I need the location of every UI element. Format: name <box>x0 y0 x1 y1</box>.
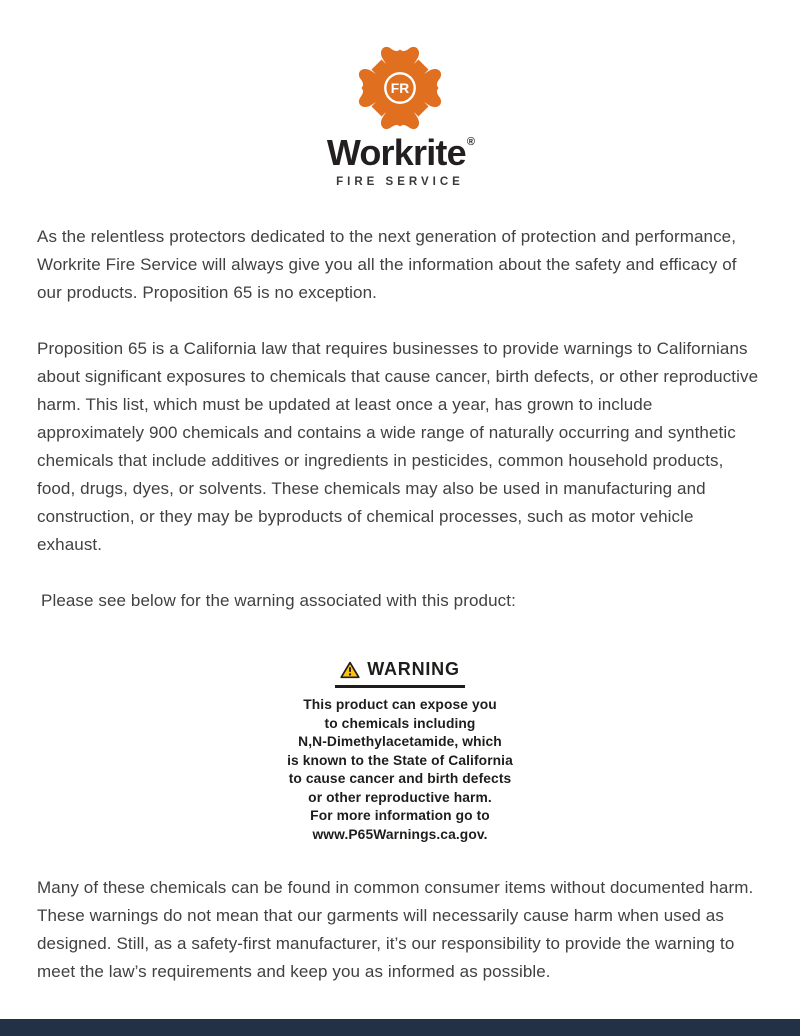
registered-trademark-symbol: ® <box>466 136 475 148</box>
footer-bar <box>0 1019 800 1036</box>
warning-header <box>275 659 525 680</box>
warning-underline <box>335 685 465 688</box>
warning-triangle-icon <box>340 661 360 679</box>
intro-paragraph: As the relentless protectors dedicated to the next generation of protection and performance, Workrite Fire Service will always give you all the information about the safety and efficacy of our products. Proposition 65 is no exception. <box>37 227 737 302</box>
prop65-warning-label <box>275 659 525 844</box>
warning-line: This product can expose you <box>303 697 497 712</box>
fr-monogram: FR <box>390 81 410 97</box>
content <box>0 223 800 986</box>
warning-line: N,N-Dimethylacetamide, which <box>298 734 502 749</box>
warning-line: to chemicals including <box>324 715 476 731</box>
warning-line: to cause cancer and birth defects <box>288 771 512 786</box>
see-below-paragraph: Please see below for the warning associated with this product: <box>41 591 516 610</box>
fire-maltese-cross-icon <box>354 42 446 134</box>
warning-line: www.P65Warnings.ca.gov. <box>312 826 488 842</box>
warning-line: For more information go to <box>310 808 490 823</box>
warning-text <box>275 696 525 844</box>
warning-title: WARNING <box>367 659 460 679</box>
brand-logo <box>0 0 800 188</box>
warning-line: is known to the State of California <box>287 752 513 768</box>
brand-subtitle: FIRE SERVICE <box>336 176 464 188</box>
brand-name: Workrite <box>326 132 466 173</box>
closing-paragraph: Many of these chemicals can be found in common consumer items without documented harm. These warnings do not mean that our garments will necessarily cause harm when used as designed. Still, as a safety-first manufacturer, it’s our responsibility to provide the warning to meet the law’s requirements and keep you as informed as possible. <box>37 878 754 981</box>
brand-wordmark <box>0 132 800 173</box>
warning-line: or other reproductive harm. <box>308 789 492 805</box>
prop65-paragraph: Proposition 65 is a California law that requires businesses to provide warnings to Californians about significant exposures to chemicals that cause cancer, birth defects, or other reproductive harm. This list, which must be updated at least once a year, has grown to include approximately 900 chemicals and contains a wide range of naturally occurring and synthetic chemicals that include additives or ingredients in pesticides, common household products, food, drugs, dyes, or solvents. These chemicals may also be used in manufacturing and construction, or they may be byproducts of chemical processes, such as motor vehicle exhaust. <box>37 339 759 554</box>
